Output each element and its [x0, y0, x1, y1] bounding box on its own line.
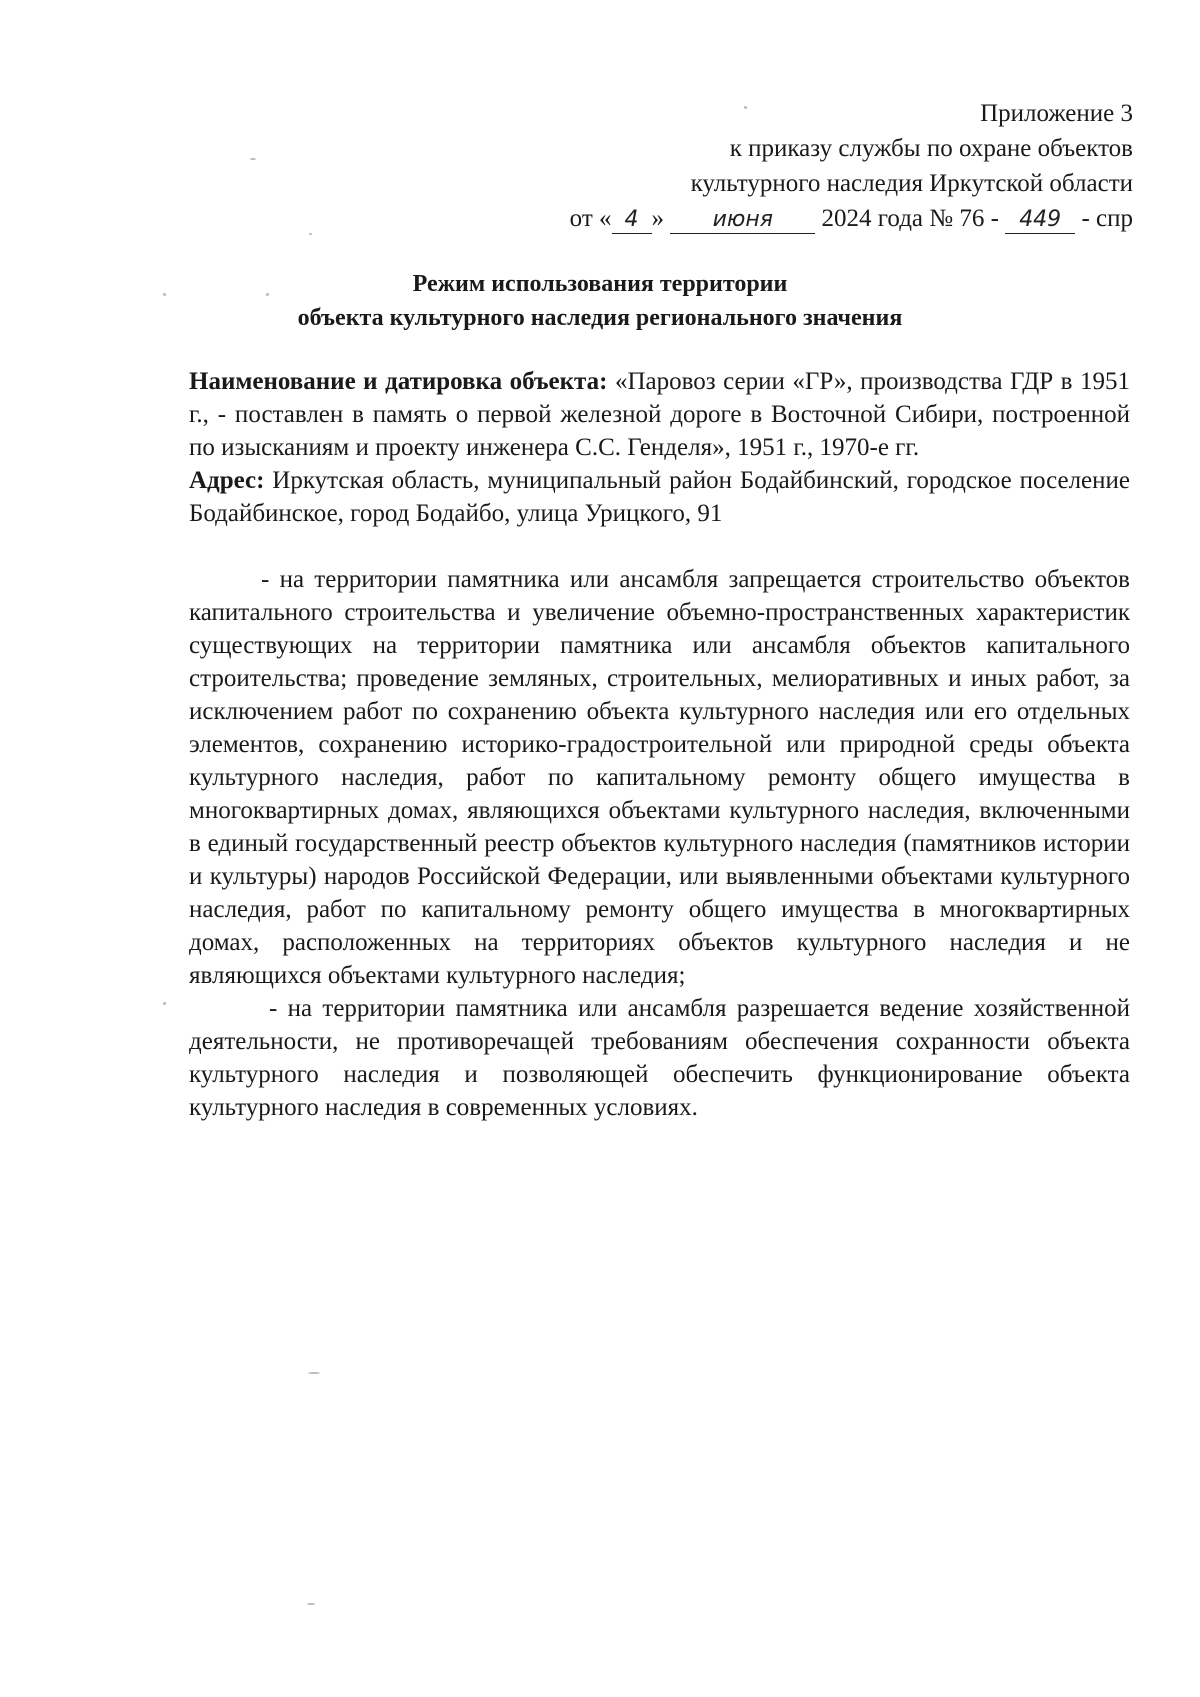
address-value: Иркутская область, муниципальный район Бодайбинский, городское поселение Бодайбинское, город Бодайбо, улица Урицкого, 91: [189, 467, 1130, 527]
scan-speck: [163, 1002, 166, 1005]
date-year-text: 2024 года № 76 -: [821, 205, 999, 232]
object-name-value: «Паровоз серии «ГР», производства ГДР в 1951 г., - поставлен в память о первой железной дороге в Восточной Сибири, построенной по изысканиям и проекту инженера С.С. Генделя», 1951 г., 1970-е гг.: [189, 368, 1130, 461]
order-number-handwritten: 449: [1005, 207, 1075, 234]
address-paragraph: [189, 464, 1130, 530]
date-day-handwritten: 4: [612, 207, 652, 234]
date-month-handwritten: июня: [670, 207, 815, 234]
appendix-title: Приложение 3: [980, 100, 1133, 127]
paragraph-spacer: [189, 530, 1130, 563]
order-suffix: - спр: [1081, 205, 1133, 232]
document-body: [189, 365, 1130, 1124]
order-date-line: [570, 201, 1133, 236]
scan-speck: [307, 1603, 315, 1605]
object-name-label: Наименование и датировка объекта:: [189, 368, 608, 395]
title-line-1: Режим использования территории: [412, 271, 788, 297]
order-line-2: культурного наследия Иркутской области: [690, 170, 1133, 197]
scan-speck: [308, 1372, 320, 1374]
rule-prohibition: - на территории памятника или ансамбля запрещается строительство объектов капитального строительства и увеличение объемно-пространственных характеристик существующих на территории памятника или ансамбля объектов капитального строительства; проведение земляных, строительных, мелиоративных и иных работ, за исключением работ по сохранению объекта культурного наследия или его отдельных элементов, сохранению историко-градостроительной или природной среды объекта культурного наследия, работ по капитальному ремонту общего имущества в многоквартирных домах, являющихся объектами культурного наследия, включенными в единый государственный реестр объектов культурного наследия (памятников истории и культуры) народов Российской Федерации, или выявленными объектами культурного наследия, работ по капитальному ремонту общего имущества в многоквартирных домах, расположенных на территориях объектов культурного наследия и не являющихся объектами культурного наследия;: [189, 566, 1130, 989]
date-prefix: от «: [569, 205, 612, 232]
object-name-paragraph: [189, 365, 1130, 464]
appendix-header: [570, 96, 1133, 236]
rule-permission: - на территории памятника или ансамбля разрешается ведение хозяйственной деятельности, не противоречащей требованиям обеспечения сохранности объекта культурного наследия и позволяющей обеспечить функционирование объекта культурного наследия в современных условиях.: [189, 995, 1130, 1121]
date-mid: »: [651, 205, 665, 232]
scan-speck: [309, 233, 312, 235]
order-line-1: к приказу службы по охране объектов: [729, 135, 1133, 162]
document-title: [0, 267, 1200, 335]
address-label: Адрес:: [189, 467, 265, 494]
scan-speck: [250, 158, 256, 160]
title-line-2: объекта культурного наследия регионального значения: [297, 305, 903, 331]
